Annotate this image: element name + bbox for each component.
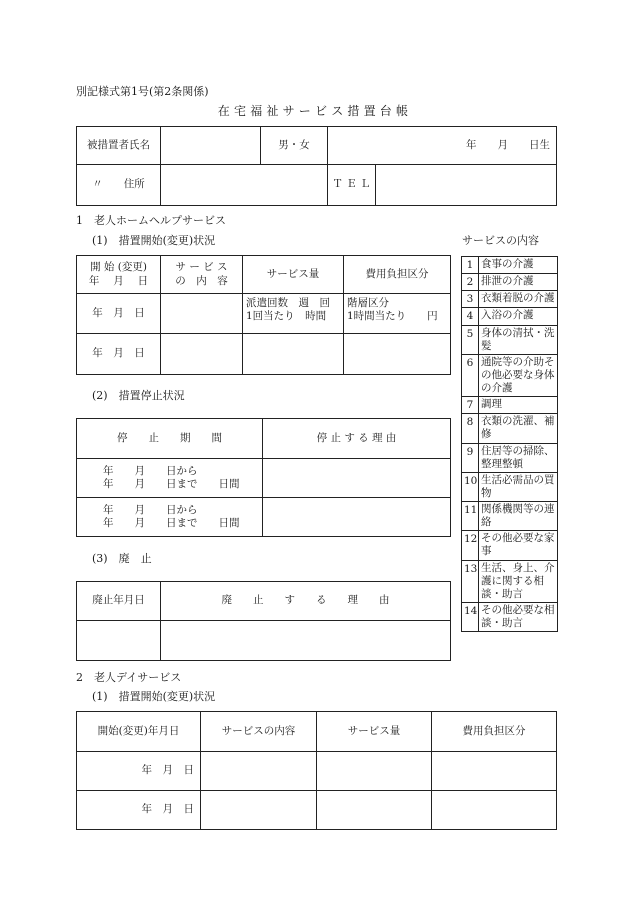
- service-list-item: [462, 602, 558, 631]
- dispatch-count-text: 派遣回数 週 回: [246, 297, 330, 309]
- service-item-number: 9: [462, 443, 479, 472]
- stop-reason-cell[interactable]: [263, 498, 451, 537]
- page-title: 在宅福祉サービス措置台帳: [217, 104, 413, 118]
- service-item-number: 10: [462, 472, 479, 501]
- stop-reason-cell[interactable]: [263, 459, 451, 498]
- hourly-cost-text: 1時間当たり 円: [347, 310, 438, 323]
- stop-period-cell[interactable]: [77, 459, 263, 498]
- service-item-number: 3: [462, 291, 479, 308]
- recipient-header-table: [76, 126, 557, 206]
- cost-category-cell[interactable]: [344, 334, 451, 375]
- ds-service-content-header: サービスの内容: [201, 712, 317, 752]
- service-list-item: [462, 291, 558, 308]
- start-date-cell[interactable]: 年 月 日: [77, 294, 161, 334]
- ds-service-content-cell[interactable]: [201, 791, 317, 830]
- service-list-item: [462, 560, 558, 602]
- tel-label: Ｔ Ｅ Ｌ: [328, 165, 376, 205]
- service-item-text: 食事の介護: [479, 257, 558, 274]
- service-list-table: [461, 256, 558, 632]
- start-status-table: [76, 255, 451, 375]
- service-item-text: 衣類の洗濯、補修: [479, 414, 558, 443]
- service-content-header-line1: サ ー ビ ス: [175, 261, 228, 274]
- section2-heading: 2 老人デイサービス: [76, 671, 182, 684]
- service-item-number: 6: [462, 354, 479, 396]
- start-date-header-line1: 開 始 (変更): [90, 261, 147, 274]
- service-list-item: [462, 502, 558, 531]
- service-item-text: その他必要な相談・助言: [479, 602, 558, 631]
- service-content-header: [161, 256, 243, 294]
- stop-period-header: 停 止 期 間: [77, 419, 263, 459]
- service-item-number: 13: [462, 560, 479, 602]
- ds-start-date-cell[interactable]: 年 月 日: [77, 752, 201, 791]
- form-label: 別記様式第1号(第2条関係): [76, 85, 209, 98]
- ds-cost-category-cell[interactable]: [432, 752, 557, 791]
- service-item-text: 調理: [479, 397, 558, 414]
- stop-reason-header: 停 止 す る 理 由: [263, 419, 451, 459]
- service-item-number: 12: [462, 531, 479, 560]
- service-item-number: 7: [462, 397, 479, 414]
- ds-service-amount-cell[interactable]: [317, 752, 432, 791]
- section1-sub2: (2) 措置停止状況: [92, 389, 185, 402]
- abolish-table: [76, 581, 451, 661]
- service-list-item: [462, 257, 558, 274]
- service-item-text: 排泄の介護: [479, 274, 558, 291]
- service-item-text: 身体の清拭・洗髪: [479, 325, 558, 354]
- service-item-text: 住居等の掃除、整理整頓: [479, 443, 558, 472]
- start-date-cell[interactable]: 年 月 日: [77, 334, 161, 375]
- address-field[interactable]: [161, 165, 328, 206]
- service-item-text: 生活必需品の買物: [479, 472, 558, 501]
- abolish-reason-header: 廃 止 す る 理 由: [161, 582, 451, 621]
- ds-cost-category-cell[interactable]: [432, 791, 557, 830]
- tier-text: 階層区分: [347, 297, 389, 309]
- service-list-heading: サービスの内容: [462, 234, 539, 247]
- service-list-item: [462, 354, 558, 396]
- ds-service-amount-cell[interactable]: [317, 791, 432, 830]
- service-amount-cell[interactable]: [243, 334, 344, 375]
- service-item-text: 関係機関等の連絡: [479, 502, 558, 531]
- name-label: 被措置者氏名: [77, 127, 161, 165]
- service-list-item: [462, 325, 558, 354]
- service-item-number: 2: [462, 274, 479, 291]
- service-item-text: その他必要な家事: [479, 531, 558, 560]
- day-service-table: [76, 711, 557, 830]
- service-item-number: 5: [462, 325, 479, 354]
- name-field[interactable]: [161, 127, 261, 165]
- service-content-cell[interactable]: [161, 294, 243, 334]
- service-content-header-line2: の 内 容: [175, 274, 228, 287]
- stop-from-text: 年 月 日から: [103, 464, 198, 477]
- gender-select[interactable]: 男・女: [261, 127, 328, 165]
- service-list-item: [462, 443, 558, 472]
- section1-sub1: (1) 措置開始(変更)状況: [92, 234, 216, 247]
- section2-sub1: (1) 措置開始(変更)状況: [92, 690, 216, 703]
- ds-start-date-cell[interactable]: 年 月 日: [77, 791, 201, 830]
- abolish-date-cell[interactable]: [77, 621, 161, 661]
- service-content-cell[interactable]: [161, 334, 243, 375]
- service-item-number: 14: [462, 602, 479, 631]
- ds-service-content-cell[interactable]: [201, 752, 317, 791]
- stop-status-table: [76, 418, 451, 537]
- service-item-number: 1: [462, 257, 479, 274]
- per-visit-hours-text: 1回当たり 時間: [246, 310, 327, 323]
- service-item-number: 8: [462, 414, 479, 443]
- service-item-text: 入浴の介護: [479, 308, 558, 325]
- ds-service-amount-header: サービス量: [317, 712, 432, 752]
- service-amount-header: サービス量: [243, 256, 344, 294]
- ds-start-date-header: 開始(変更)年月日: [77, 712, 201, 752]
- service-item-number: 11: [462, 502, 479, 531]
- abolish-date-header: 廃止年月日: [77, 582, 161, 621]
- service-list-item: [462, 397, 558, 414]
- service-item-text: 通院等の介助その他必要な身体の介護: [479, 354, 558, 396]
- tel-cell: [328, 165, 557, 206]
- service-list-item: [462, 274, 558, 291]
- cost-category-cell[interactable]: [344, 294, 451, 334]
- service-list-item: [462, 414, 558, 443]
- address-label: 〃 住所: [77, 165, 161, 206]
- stop-from-text: 年 月 日から: [103, 503, 198, 516]
- section1-sub3: (3) 廃 止: [92, 552, 152, 565]
- ds-cost-category-header: 費用負担区分: [432, 712, 557, 752]
- stop-period-cell[interactable]: [77, 498, 263, 537]
- stop-until-text: 年 月 日まで 日間: [103, 517, 240, 529]
- service-item-text: 生活、身上、介護に関する相談・助言: [479, 560, 558, 602]
- service-list-item: [462, 472, 558, 501]
- start-date-header-line2: 年 月 日: [88, 274, 149, 287]
- service-amount-cell[interactable]: [243, 294, 344, 334]
- tel-field[interactable]: [376, 165, 556, 205]
- service-list-item: [462, 308, 558, 325]
- abolish-reason-cell[interactable]: [161, 621, 451, 661]
- service-item-number: 4: [462, 308, 479, 325]
- start-date-header: [77, 256, 161, 294]
- service-item-text: 衣類着脱の介護: [479, 291, 558, 308]
- cost-category-header: 費用負担区分: [344, 256, 451, 294]
- stop-until-text: 年 月 日まで 日間: [103, 478, 240, 490]
- section1-heading: 1 老人ホームヘルプサービス: [76, 214, 226, 227]
- birthdate-field[interactable]: 年 月 日生: [328, 127, 557, 165]
- service-list-item: [462, 531, 558, 560]
